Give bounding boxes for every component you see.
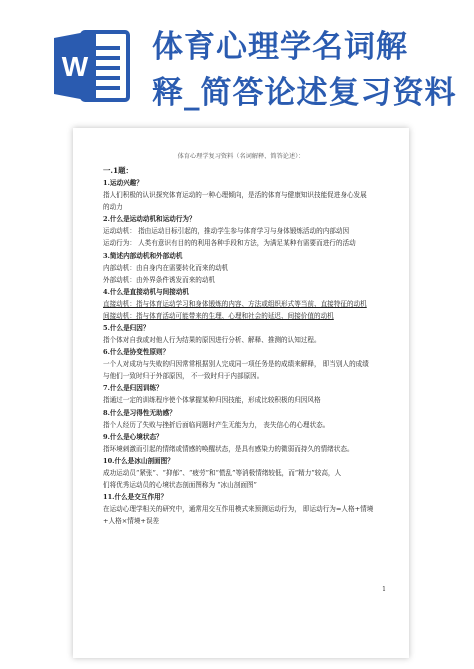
document-line	[103, 298, 395, 310]
document-line: 运动动机： 指由运动目标引起的，推动学生参与体育学习与身体锻炼活动的内部动因	[103, 227, 350, 236]
document-line: 7.什么是归因训练？	[103, 384, 163, 393]
document-body	[103, 165, 395, 527]
document-line: 外部动机：由外界条件诱发而来的动机	[103, 275, 216, 284]
document-line: 指人们积极的认识探究体育运动的一种心理倾向，是活的体育与健康知识技能促进身心发展	[103, 191, 367, 200]
banner-title	[152, 24, 468, 116]
document-line: 8.什么是习得性无助感？	[103, 408, 176, 417]
document-page	[73, 128, 409, 658]
document-line: 11.什么是交互作用？	[103, 493, 168, 502]
document-line: 一.1题：	[103, 166, 133, 175]
document-line: 4.什么是直接动机与间接动机	[103, 287, 190, 296]
word-icon-letter: W	[61, 51, 89, 82]
banner-title-line-2: 释_简答论述复习资料	[152, 75, 457, 111]
underlined-term: 直接动机：指与体育运动学习和身体锻炼的内容、方法或组织形式等当前、直接特征的动机	[103, 299, 367, 308]
document-line	[103, 310, 395, 322]
document-line: 3.简述内部动机和外部动机	[103, 251, 183, 260]
document-line: 在运动心理学相关的研究中，通常用交互作用模式来预测运动行为， 即运动行为=人格+情境	[103, 505, 374, 514]
document-line: 与他们一致时归于外部原因， 不一致时归于内部原因。	[103, 372, 264, 381]
document-header: 体育心理学复习资料（名词解释、简答论述）：	[177, 153, 305, 160]
banner-title-line-1: 体育心理学名词解	[152, 29, 408, 65]
document-line: 成功运动员“紧张”、“抑郁”、“疲劳”和“慌乱”等消极情绪较低，而“精力”较高，人	[103, 468, 342, 477]
document-line: 指环境刺激而引起的情绪或情感的唤醒状态，是具有感染力的微弱而持久的情绪状态。	[103, 444, 354, 453]
document-line: 9.什么是心境状态？	[103, 432, 163, 441]
document-line: 指个体对自我或对他人行为结果的原因进行分析、解释、推测的认知过程。	[103, 336, 321, 345]
document-line: 2.什么是运动动机和运动行为？	[103, 215, 196, 224]
document-line: 6.什么是协变性原则？	[103, 348, 170, 357]
word-document-icon	[52, 26, 132, 106]
document-line: +人格×情境+误差	[103, 517, 160, 526]
document-line: 内部动机：由自身内在需要转化而来的动机	[103, 263, 229, 272]
document-line: 们将优秀运动员的心境状态剖面图称为 “冰山剖面图”	[103, 481, 257, 490]
document-line: 指个人经历了失败与挫折后面临问题时产生无能为力， 丧失信心的心理状态。	[103, 420, 330, 429]
document-line: 5.什么是归因？	[103, 324, 150, 333]
document-line: 的动力	[103, 203, 123, 212]
document-line: 运动行为： 人类有意识有目的的利用各种手段和方法，为满足某种有需要而进行的活动	[103, 239, 356, 248]
page-number: 1	[382, 586, 386, 593]
underlined-term: 间接动机：指与体育活动可能带来的生理、心理和社会的延迟、间接价值的动机	[103, 311, 334, 320]
document-line: 指通过一定的训练程序使个体掌握某种归因技能，形成比较积极的归因风格	[103, 396, 321, 405]
document-line: 10.什么是冰山剖面图？	[103, 456, 174, 465]
document-line: 1.运动兴趣？	[103, 179, 143, 188]
document-line: 一个人对成功与失败的归因常常根据别人完成同一项任务是的成绩来解释， 即当别人的成绩	[103, 360, 369, 369]
